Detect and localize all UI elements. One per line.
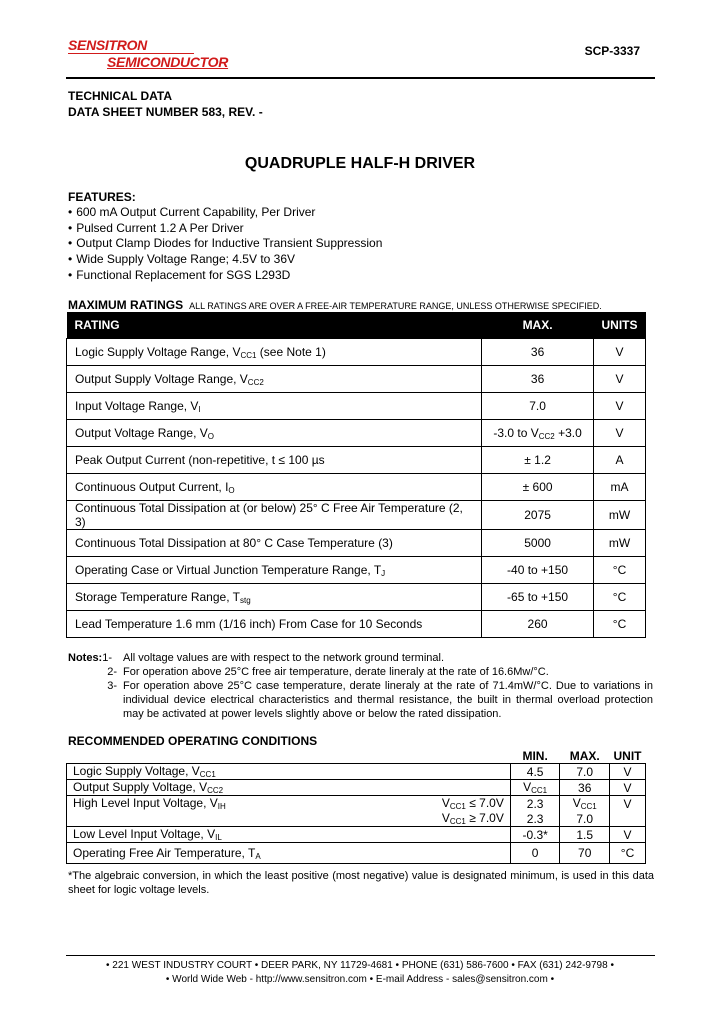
- condition-cell: $V_{CC1} \ge 7.0V$: [366, 811, 510, 827]
- notes-section: [68, 651, 653, 721]
- subscript: CC2: [247, 377, 264, 387]
- subscript: CC1: [240, 350, 257, 360]
- max-cell: $V_{CC1}$: [560, 796, 610, 812]
- max-ratings-subtitle: ALL RATINGS ARE OVER A FREE-AIR TEMPERATURE RANGE, UNLESS OTHERWISE SPECIFIED.: [189, 301, 602, 311]
- unit-cell: mW: [594, 501, 646, 530]
- table-row: [67, 780, 646, 796]
- unit-cell: V: [594, 420, 646, 447]
- notes-label: Notes:: [68, 652, 103, 664]
- max-cell: 36: [560, 780, 610, 796]
- table-row: [67, 474, 646, 501]
- table-row: [67, 501, 646, 530]
- max-cell: 5000: [482, 530, 594, 557]
- subscript: CC1: [449, 817, 466, 826]
- max-cell: 7.0: [560, 764, 610, 780]
- max-cell: 7.0: [560, 811, 610, 827]
- param-cell: High Level Input Voltage, $V_{IH}$: [67, 796, 367, 812]
- table-row: [67, 811, 646, 827]
- min-cell: 2.3: [510, 796, 560, 812]
- subscript: J: [381, 568, 386, 578]
- rating-cell: Storage Temperature Range, $T_{stg}$: [67, 584, 482, 611]
- unit-cell: V: [610, 796, 646, 812]
- table-row: [67, 584, 646, 611]
- subscript: O: [207, 431, 214, 441]
- note-item: [68, 665, 653, 679]
- unit-cell: [610, 811, 646, 827]
- max-cell: 36: [482, 366, 594, 393]
- param-cell: Output Supply Voltage, $V_{CC2}$: [67, 780, 367, 796]
- part-number: SCP-3337: [584, 44, 640, 58]
- roc-table: [66, 749, 646, 864]
- col-unit: UNIT: [613, 749, 642, 763]
- unit-cell: mA: [594, 474, 646, 501]
- feature-item: • Wide Supply Voltage Range; 4.5V to 36V: [68, 252, 382, 268]
- unit-cell: V: [610, 827, 646, 843]
- max-ratings-title: MAXIMUM RATINGS: [68, 298, 184, 312]
- table-row: [67, 420, 646, 447]
- max-cell: ± 1.2: [482, 447, 594, 474]
- condition-cell: $V_{CC1} \le 7.0V$: [366, 796, 510, 812]
- algebraic-footnote: *The algebraic conversion, in which the least positive (most negative) value is designated minimum, is used in this data sheet for logic voltage levels.: [68, 870, 654, 896]
- rating-cell: Output Voltage Range, $V_O$: [67, 420, 482, 447]
- table-row: [67, 764, 646, 780]
- table-row: [67, 393, 646, 420]
- unit-cell: V: [610, 764, 646, 780]
- unit-cell: mW: [594, 530, 646, 557]
- feature-item: • Pulsed Current 1.2 A Per Driver: [68, 221, 382, 237]
- note-key: 3-: [107, 680, 117, 692]
- rating-cell: Continuous Total Dissipation at (or below) 25° C Free Air Temperature (2, 3): [67, 501, 482, 530]
- company-logo-subtitle: SEMICONDUCTOR: [107, 54, 229, 70]
- unit-cell: A: [594, 447, 646, 474]
- roc-heading: RECOMMENDED OPERATING CONDITIONS: [68, 734, 318, 748]
- table-row: [67, 530, 646, 557]
- subscript: IL: [215, 833, 222, 842]
- table-row: [67, 366, 646, 393]
- max-cell: ± 600: [482, 474, 594, 501]
- footer: [0, 959, 720, 987]
- header-divider: [66, 77, 655, 79]
- min-cell: 2.3: [510, 811, 560, 827]
- min-cell: 4.5: [510, 764, 560, 780]
- col-max: MAX.: [482, 312, 594, 339]
- subscript: CC2: [207, 786, 224, 795]
- max-ratings-table: [66, 312, 646, 638]
- col-min: MIN.: [522, 749, 548, 763]
- max-cell: 70: [560, 843, 610, 864]
- param-cell: [67, 811, 367, 827]
- max-ratings-heading: [68, 298, 602, 312]
- unit-cell: V: [594, 393, 646, 420]
- note-text: For operation above 25°C case temperature, derate lineraly at the rate of 71.4mW/°C. Due to variations in individual device electrical characteristics and thermal resistance, the built in thermal overload protection may be activated at power levels slightly above or below the rated dissipation.: [123, 680, 653, 720]
- technical-data-block: [68, 88, 263, 120]
- note-text: All voltage values are with respect to the network ground terminal.: [123, 652, 444, 664]
- col-units: UNITS: [594, 312, 646, 339]
- note-key: 2-: [107, 666, 117, 678]
- max-cell: 260: [482, 611, 594, 638]
- condition-cell: [366, 843, 510, 864]
- max-cell: 36: [482, 339, 594, 366]
- table-row: [67, 447, 646, 474]
- note-item: [68, 679, 653, 721]
- rating-cell: Input Voltage Range, $V_I$: [67, 393, 482, 420]
- condition-cell: [366, 780, 510, 796]
- subscript: CC2: [538, 431, 555, 441]
- subscript: CC1: [199, 770, 216, 779]
- unit-cell: V: [610, 780, 646, 796]
- unit-cell: °C: [610, 843, 646, 864]
- max-cell: -65 to +150: [482, 584, 594, 611]
- note-text: For operation above 25°C free air temperature, derate lineraly at the rate of 16.6Mw/°C.: [123, 666, 549, 678]
- feature-item: • Output Clamp Diodes for Inductive Transient Suppression: [68, 236, 382, 252]
- rating-cell: Operating Case or Virtual Junction Temperature Range, $T_J$: [67, 557, 482, 584]
- subscript: stg: [240, 595, 251, 605]
- unit-cell: °C: [594, 611, 646, 638]
- table-row: [67, 796, 646, 812]
- param-cell: Logic Supply Voltage, $V_{CC1}$: [67, 764, 367, 780]
- max-cell: 1.5: [560, 827, 610, 843]
- rating-cell: Output Supply Voltage Range, $V_{CC2}$: [67, 366, 482, 393]
- note-item: [68, 651, 653, 665]
- param-cell: Low Level Input Voltage, $V_{IL}$: [67, 827, 367, 843]
- param-cell: Operating Free Air Temperature, $T_A$: [67, 843, 367, 864]
- subscript: A: [255, 851, 261, 861]
- unit-cell: °C: [594, 584, 646, 611]
- unit-cell: V: [594, 366, 646, 393]
- feature-item: • 600 mA Output Current Capability, Per Driver: [68, 205, 382, 221]
- min-cell: 0: [510, 843, 560, 864]
- document-title: QUADRUPLE HALF-H DRIVER: [244, 155, 476, 172]
- table-row: [67, 843, 646, 864]
- table-row: [67, 827, 646, 843]
- rating-cell: Logic Supply Voltage Range, $V_{CC1}$ (see Note 1): [67, 339, 482, 366]
- rating-cell: Continuous Output Current, $I_O$: [67, 474, 482, 501]
- feature-item: • Functional Replacement for SGS L293D: [68, 268, 382, 284]
- rating-cell: Peak Output Current (non-repetitive, t ≤ 100 µs: [67, 447, 482, 474]
- footer-address: • 221 WEST INDUSTRY COURT • DEER PARK, NY 11729-4681 • PHONE (631) 586-7600 • FAX (631) 242-9798 •: [106, 960, 614, 971]
- table-row: [67, 557, 646, 584]
- footer-web: • World Wide Web - http://www.sensitron.com • E-mail Address - sales@sensitron.com •: [165, 974, 555, 985]
- unit-cell: V: [594, 339, 646, 366]
- max-cell: -3.0 to $V_{CC2} +3.0$: [482, 420, 594, 447]
- subscript: CC1: [531, 786, 548, 795]
- max-cell: 2075: [482, 501, 594, 530]
- col-max: MAX.: [569, 749, 600, 763]
- subscript: I: [198, 404, 201, 414]
- subscript: CC1: [449, 802, 466, 811]
- condition-cell: [366, 764, 510, 780]
- condition-cell: [366, 827, 510, 843]
- table-row: [67, 611, 646, 638]
- max-cell: -40 to +150: [482, 557, 594, 584]
- col-rating: RATING: [67, 312, 482, 339]
- features-list: [68, 205, 382, 284]
- rating-cell: Continuous Total Dissipation at 80° C Case Temperature (3): [67, 530, 482, 557]
- table-row: [67, 339, 646, 366]
- company-logo-name: SENSITRON: [68, 37, 147, 53]
- min-cell: -0.3*: [510, 827, 560, 843]
- subscript: O: [228, 485, 235, 495]
- features-heading: FEATURES:: [68, 190, 136, 204]
- note-key: Notes:1-: [68, 652, 113, 664]
- footer-divider: [66, 955, 655, 956]
- max-cell: 7.0: [482, 393, 594, 420]
- subscript: IH: [217, 802, 226, 811]
- technical-data-label: TECHNICAL DATA: [68, 89, 172, 103]
- subscript: CC1: [580, 802, 597, 811]
- min-cell: $V_{CC1}$: [510, 780, 560, 796]
- unit-cell: °C: [594, 557, 646, 584]
- rating-cell: Lead Temperature 1.6 mm (1/16 inch) From Case for 10 Seconds: [67, 611, 482, 638]
- data-sheet-number: DATA SHEET NUMBER 583, REV. -: [68, 105, 263, 119]
